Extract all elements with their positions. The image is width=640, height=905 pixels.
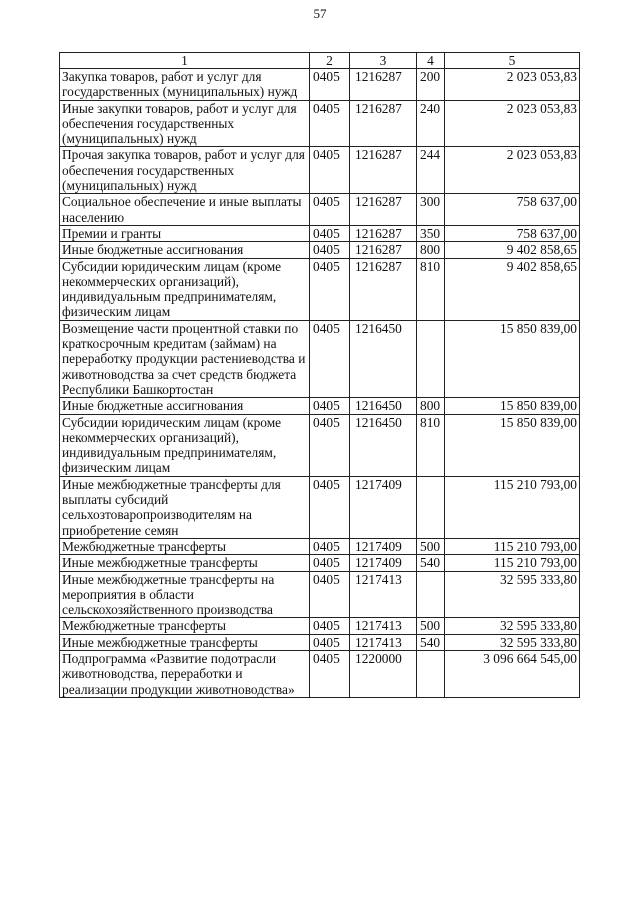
row-type-cell: 350 (417, 225, 445, 241)
table-row (60, 618, 580, 634)
row-code-cell: 1216287 (350, 242, 417, 258)
row-sum-cell: 15 850 839,00 (445, 320, 580, 397)
row-code-cell: 1217409 (350, 555, 417, 571)
row-type-cell (417, 320, 445, 397)
row-code-cell: 1216287 (350, 147, 417, 194)
row-name-cell: Иные бюджетные ассигнования (60, 398, 310, 414)
row-section-cell: 0405 (310, 618, 350, 634)
row-name-cell: Закупка товаров, работ и услуг для государственных (муниципальных) нужд (60, 69, 310, 101)
table-row (60, 258, 580, 320)
row-section-cell: 0405 (310, 225, 350, 241)
table-row (60, 414, 580, 476)
page-number: 57 (313, 6, 327, 21)
row-section-cell: 0405 (310, 398, 350, 414)
row-type-cell: 200 (417, 69, 445, 101)
row-name-cell: Иные межбюджетные трансферты (60, 634, 310, 650)
row-code-cell: 1216450 (350, 414, 417, 476)
row-section-cell: 0405 (310, 634, 350, 650)
row-type-cell (417, 476, 445, 538)
row-sum-cell: 15 850 839,00 (445, 414, 580, 476)
table-row (60, 634, 580, 650)
row-section-cell: 0405 (310, 242, 350, 258)
table-header-row (60, 53, 580, 69)
table-row (60, 476, 580, 538)
table-row (60, 538, 580, 554)
table-row (60, 242, 580, 258)
row-code-cell: 1216287 (350, 258, 417, 320)
row-type-cell: 500 (417, 538, 445, 554)
row-sum-cell: 115 210 793,00 (445, 555, 580, 571)
row-name-cell: Иные межбюджетные трансферты для выплаты субсидий сельхозтоваропроизводителям на приобретение семян (60, 476, 310, 538)
row-sum-cell: 3 096 664 545,00 (445, 650, 580, 697)
row-type-cell: 800 (417, 398, 445, 414)
row-sum-cell: 2 023 053,83 (445, 147, 580, 194)
row-name-cell: Возмещение части процентной ставки по краткосрочным кредитам (займам) на переработку продукции растениеводства и животноводства за счет средств бюджета Республики Башкортостан (60, 320, 310, 397)
row-code-cell: 1217409 (350, 538, 417, 554)
row-sum-cell: 758 637,00 (445, 225, 580, 241)
row-section-cell: 0405 (310, 100, 350, 147)
row-code-cell: 1220000 (350, 650, 417, 697)
row-sum-cell: 2 023 053,83 (445, 100, 580, 147)
row-type-cell: 244 (417, 147, 445, 194)
table-row (60, 555, 580, 571)
table-row (60, 69, 580, 101)
row-code-cell: 1217409 (350, 476, 417, 538)
table-row (60, 571, 580, 618)
row-section-cell: 0405 (310, 571, 350, 618)
table-row (60, 100, 580, 147)
row-code-cell: 1217413 (350, 618, 417, 634)
row-name-cell: Подпрограмма «Развитие подотрасли животноводства, переработки и реализации продукции животноводства» (60, 650, 310, 697)
row-name-cell: Иные межбюджетные трансферты (60, 555, 310, 571)
row-sum-cell: 115 210 793,00 (445, 476, 580, 538)
row-section-cell: 0405 (310, 538, 350, 554)
row-type-cell: 540 (417, 555, 445, 571)
row-name-cell: Межбюджетные трансферты (60, 538, 310, 554)
row-section-cell: 0405 (310, 414, 350, 476)
table-row (60, 650, 580, 697)
row-name-cell: Социальное обеспечение и иные выплаты населению (60, 194, 310, 226)
row-type-cell: 810 (417, 414, 445, 476)
row-name-cell: Межбюджетные трансферты (60, 618, 310, 634)
row-type-cell: 540 (417, 634, 445, 650)
row-code-cell: 1217413 (350, 571, 417, 618)
column-header-2: 2 (310, 53, 350, 69)
row-name-cell: Иные межбюджетные трансферты на мероприятия в области сельскохозяйственного производства (60, 571, 310, 618)
row-name-cell: Субсидии юридическим лицам (кроме некоммерческих организаций), индивидуальным предпринимателям, физическим лицам (60, 414, 310, 476)
table-row (60, 147, 580, 194)
row-sum-cell: 15 850 839,00 (445, 398, 580, 414)
row-code-cell: 1216450 (350, 320, 417, 397)
column-header-4: 4 (417, 53, 445, 69)
budget-table (59, 52, 580, 698)
row-sum-cell: 32 595 333,80 (445, 571, 580, 618)
row-name-cell: Иные закупки товаров, работ и услуг для обеспечения государственных (муниципальных) нужд (60, 100, 310, 147)
row-type-cell: 500 (417, 618, 445, 634)
row-sum-cell: 758 637,00 (445, 194, 580, 226)
column-header-5: 5 (445, 53, 580, 69)
row-section-cell: 0405 (310, 258, 350, 320)
row-section-cell: 0405 (310, 555, 350, 571)
row-sum-cell: 9 402 858,65 (445, 258, 580, 320)
row-name-cell: Прочая закупка товаров, работ и услуг для обеспечения государственных (муниципальных) нужд (60, 147, 310, 194)
row-section-cell: 0405 (310, 194, 350, 226)
row-section-cell: 0405 (310, 147, 350, 194)
row-sum-cell: 2 023 053,83 (445, 69, 580, 101)
row-code-cell: 1216287 (350, 100, 417, 147)
table-row (60, 194, 580, 226)
row-type-cell: 240 (417, 100, 445, 147)
table-row (60, 320, 580, 397)
column-header-3: 3 (350, 53, 417, 69)
row-section-cell: 0405 (310, 69, 350, 101)
row-code-cell: 1216287 (350, 194, 417, 226)
row-type-cell: 300 (417, 194, 445, 226)
row-name-cell: Иные бюджетные ассигнования (60, 242, 310, 258)
row-type-cell (417, 650, 445, 697)
row-section-cell: 0405 (310, 476, 350, 538)
row-sum-cell: 115 210 793,00 (445, 538, 580, 554)
row-type-cell: 800 (417, 242, 445, 258)
table-row (60, 225, 580, 241)
row-code-cell: 1216287 (350, 225, 417, 241)
row-code-cell: 1217413 (350, 634, 417, 650)
row-sum-cell: 32 595 333,80 (445, 618, 580, 634)
table-row (60, 398, 580, 414)
row-name-cell: Премии и гранты (60, 225, 310, 241)
row-code-cell: 1216287 (350, 69, 417, 101)
column-header-1: 1 (60, 53, 310, 69)
row-section-cell: 0405 (310, 650, 350, 697)
row-type-cell (417, 571, 445, 618)
row-sum-cell: 32 595 333,80 (445, 634, 580, 650)
row-name-cell: Субсидии юридическим лицам (кроме некоммерческих организаций), индивидуальным предпринимателям, физическим лицам (60, 258, 310, 320)
row-code-cell: 1216450 (350, 398, 417, 414)
row-sum-cell: 9 402 858,65 (445, 242, 580, 258)
row-section-cell: 0405 (310, 320, 350, 397)
row-type-cell: 810 (417, 258, 445, 320)
